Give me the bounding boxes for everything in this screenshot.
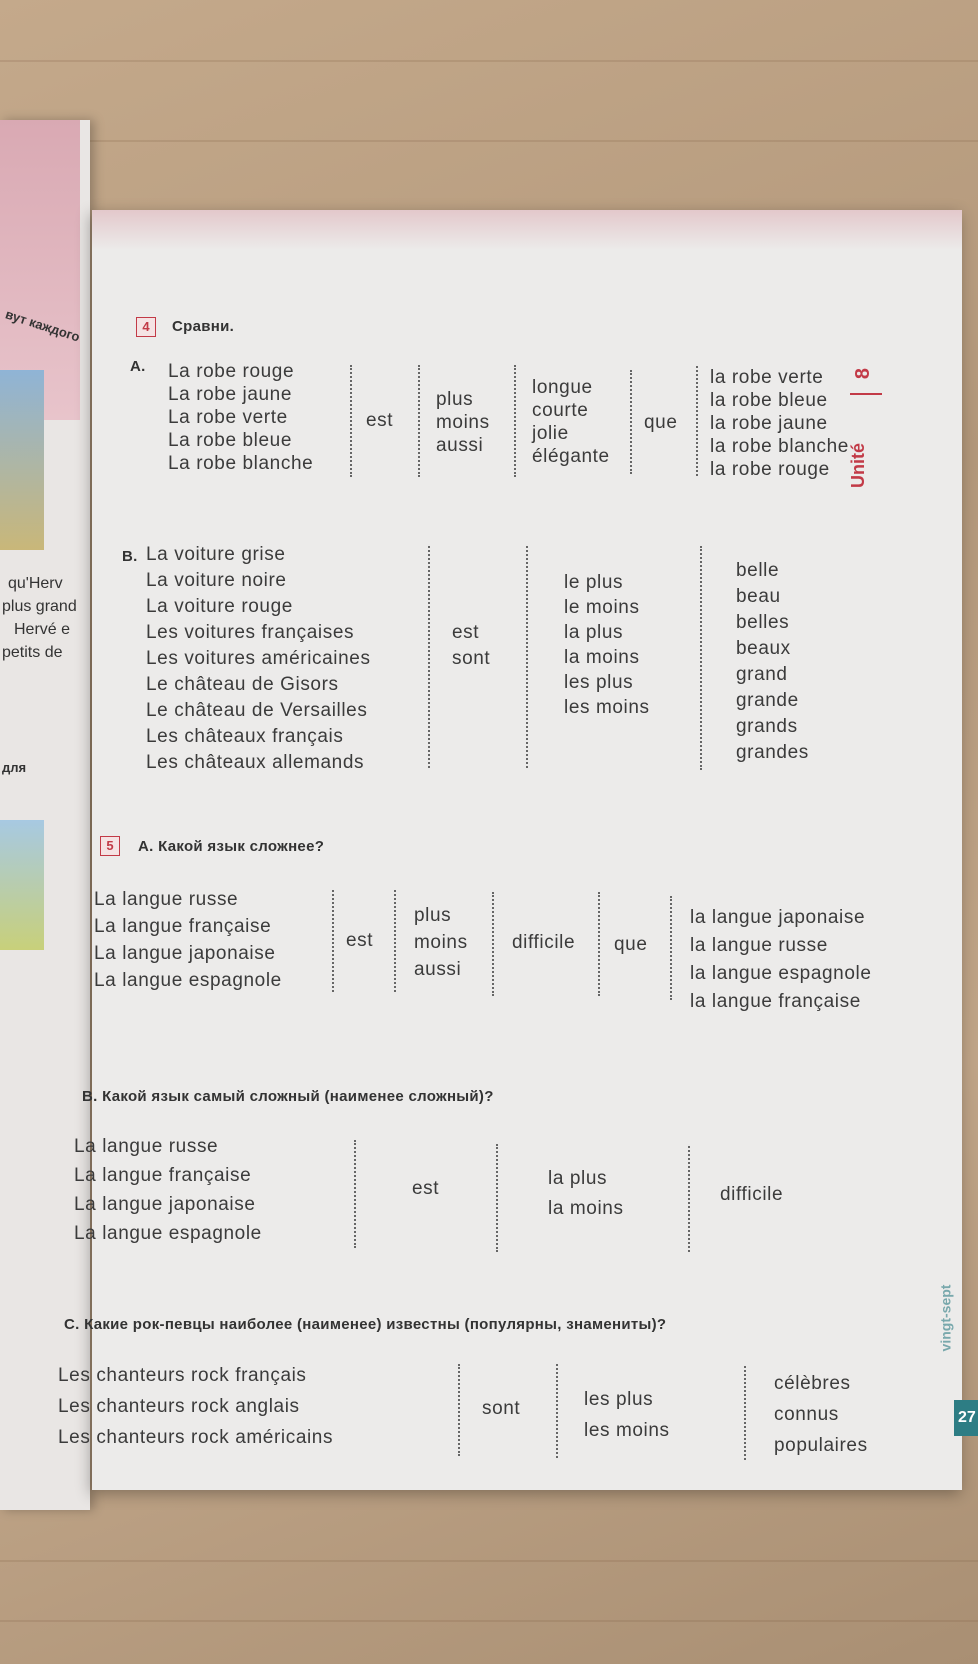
adjective: beaux <box>736 638 791 659</box>
superlative: la moins <box>548 1198 624 1219</box>
ex4a-que: que <box>644 412 678 433</box>
left-page-text: для <box>2 760 27 775</box>
superlative: les moins <box>584 1420 670 1441</box>
adjective: connus <box>774 1404 839 1425</box>
ex4b-subjects <box>146 542 371 776</box>
dotted-divider <box>350 365 352 477</box>
subject: Le château de Gisors <box>146 674 339 695</box>
subject: La voiture rouge <box>146 596 293 617</box>
dotted-divider <box>496 1144 498 1252</box>
object: la robe blanche <box>710 436 849 457</box>
subject: Les chanteurs rock américains <box>58 1427 334 1448</box>
adjective: belle <box>736 560 780 581</box>
object: la langue espagnole <box>690 963 872 984</box>
page-side-label: vingt-sept <box>937 1284 954 1352</box>
subject: La langue espagnole <box>74 1223 262 1244</box>
dotted-divider <box>514 365 516 477</box>
ex5c-subjects <box>58 1360 333 1453</box>
ex5a-subjects <box>94 886 282 994</box>
object: la robe verte <box>710 367 824 388</box>
subject: La voiture noire <box>146 570 287 591</box>
wood-grain <box>0 140 978 142</box>
dotted-divider <box>332 890 334 992</box>
dotted-divider <box>492 892 494 996</box>
ex5b-subjects <box>74 1132 262 1248</box>
wood-grain <box>0 1620 978 1622</box>
ex5b-verb: est <box>412 1178 440 1199</box>
subject: La robe jaune <box>168 384 293 405</box>
adjective: élégante <box>532 446 610 467</box>
adjective: grands <box>736 716 798 737</box>
adjective: beau <box>736 586 781 607</box>
degree: aussi <box>414 959 462 980</box>
dotted-divider <box>700 546 702 770</box>
page-header-band <box>92 210 962 250</box>
ex5a-title: A. Какой язык сложнее? <box>138 838 325 855</box>
dotted-divider <box>354 1140 356 1248</box>
adjective: grandes <box>736 742 809 763</box>
adjective: belles <box>736 612 790 633</box>
subject: La langue espagnole <box>94 970 282 991</box>
dotted-divider <box>556 1364 558 1458</box>
ex5c-adjectives <box>774 1368 868 1461</box>
ex4a-degrees <box>436 388 490 457</box>
subject: La robe rouge <box>168 361 295 382</box>
left-page-text: вут каждого <box>3 306 82 345</box>
exercise-4-number: 4 <box>136 317 156 337</box>
dotted-divider <box>688 1146 690 1252</box>
adjective: grande <box>736 690 799 711</box>
ex4b-adjectives <box>736 558 809 766</box>
object: la robe rouge <box>710 459 830 480</box>
dotted-divider <box>744 1366 746 1460</box>
wood-grain <box>0 60 978 62</box>
subject: Les voitures françaises <box>146 622 355 643</box>
ex5a-verb: est <box>346 930 374 951</box>
superlative: la moins <box>564 647 640 668</box>
superlative: la plus <box>564 622 624 643</box>
ex4a-adjectives <box>532 376 610 468</box>
subject: La robe verte <box>168 407 288 428</box>
degree: moins <box>414 932 468 953</box>
verb: est <box>452 622 480 643</box>
dotted-divider <box>598 892 600 996</box>
subject: La langue japonaise <box>94 943 276 964</box>
ex4a-objects <box>710 366 849 481</box>
unite-number: 8 <box>852 367 875 380</box>
ex5b-title: B. Какой язык самый сложный (наименее сложный)? <box>82 1088 494 1105</box>
subject: Les chanteurs rock anglais <box>58 1396 300 1417</box>
dotted-divider <box>696 366 698 476</box>
subject: La langue japonaise <box>74 1194 256 1215</box>
superlative: le moins <box>564 597 640 618</box>
ex4a-label: A. <box>130 358 146 375</box>
subject: La voiture grise <box>146 544 286 565</box>
ex5b-adjective: difficile <box>720 1184 784 1205</box>
subject: Les châteaux français <box>146 726 344 747</box>
unite-label: Unité <box>848 443 868 488</box>
object: la langue japonaise <box>690 907 866 928</box>
ex4b-label: B. <box>122 548 138 565</box>
object: la robe bleue <box>710 390 828 411</box>
dotted-divider <box>418 365 420 477</box>
adjective: longue <box>532 377 593 398</box>
ex4a-verb: est <box>366 410 394 431</box>
page-number: 27 <box>954 1400 978 1436</box>
dotted-divider <box>458 1364 460 1456</box>
wood-grain <box>0 1560 978 1562</box>
unite-divider <box>850 393 882 395</box>
left-page-text: qu'Herv <box>8 575 63 592</box>
ex5c-verb: sont <box>482 1398 521 1419</box>
adjective: célèbres <box>774 1373 851 1394</box>
degree: moins <box>436 412 490 433</box>
adjective: grand <box>736 664 788 685</box>
superlative: les plus <box>564 672 634 693</box>
adjective: populaires <box>774 1435 868 1456</box>
subject: La langue russe <box>94 889 239 910</box>
ex5a-adjective: difficile <box>512 932 576 953</box>
left-page-text: plus grand <box>2 598 77 615</box>
dotted-divider <box>526 546 528 768</box>
degree: plus <box>436 389 474 410</box>
object: la langue russe <box>690 935 828 956</box>
ex4b-superlatives <box>564 570 650 720</box>
subject: La langue française <box>94 916 272 937</box>
left-page-illustration <box>0 370 44 550</box>
subject: Les chanteurs rock français <box>58 1365 307 1386</box>
ex4a-subjects <box>168 360 313 475</box>
subject: La langue française <box>74 1165 252 1186</box>
ex5a-que: que <box>614 934 648 955</box>
object: la langue française <box>690 991 861 1012</box>
exercise-4-title: Сравни. <box>172 318 235 335</box>
adjective: jolie <box>532 423 569 444</box>
verb: sont <box>452 648 491 669</box>
subject: Les châteaux allemands <box>146 752 365 773</box>
ex5a-objects <box>690 904 872 1016</box>
ex5c-title: C. Какие рок-певцы наиболее (наименее) известны (популярны, знамениты)? <box>64 1316 667 1333</box>
object: la robe jaune <box>710 413 828 434</box>
subject: Les voitures américaines <box>146 648 371 669</box>
superlative: les moins <box>564 697 650 718</box>
subject: La robe bleue <box>168 430 293 451</box>
ex5c-superlatives <box>584 1384 670 1446</box>
superlative: le plus <box>564 572 624 593</box>
exercise-5-number: 5 <box>100 836 120 856</box>
dotted-divider <box>428 546 430 768</box>
degree: aussi <box>436 435 484 456</box>
dotted-divider <box>630 370 632 474</box>
left-page-illustration <box>0 820 44 950</box>
left-page-text: Hervé e <box>14 621 71 638</box>
superlative: les plus <box>584 1389 654 1410</box>
ex5a-degrees <box>414 902 468 983</box>
adjective: courte <box>532 400 589 421</box>
subject: Le château de Versailles <box>146 700 368 721</box>
subject: La langue russe <box>74 1136 219 1157</box>
ex4b-verbs <box>452 620 490 672</box>
subject: La robe blanche <box>168 453 314 474</box>
left-page-text: petits de <box>2 644 63 661</box>
dotted-divider <box>670 896 672 1000</box>
dotted-divider <box>394 890 396 992</box>
superlative: la plus <box>548 1168 608 1189</box>
ex5b-superlatives <box>548 1164 624 1224</box>
degree: plus <box>414 905 452 926</box>
